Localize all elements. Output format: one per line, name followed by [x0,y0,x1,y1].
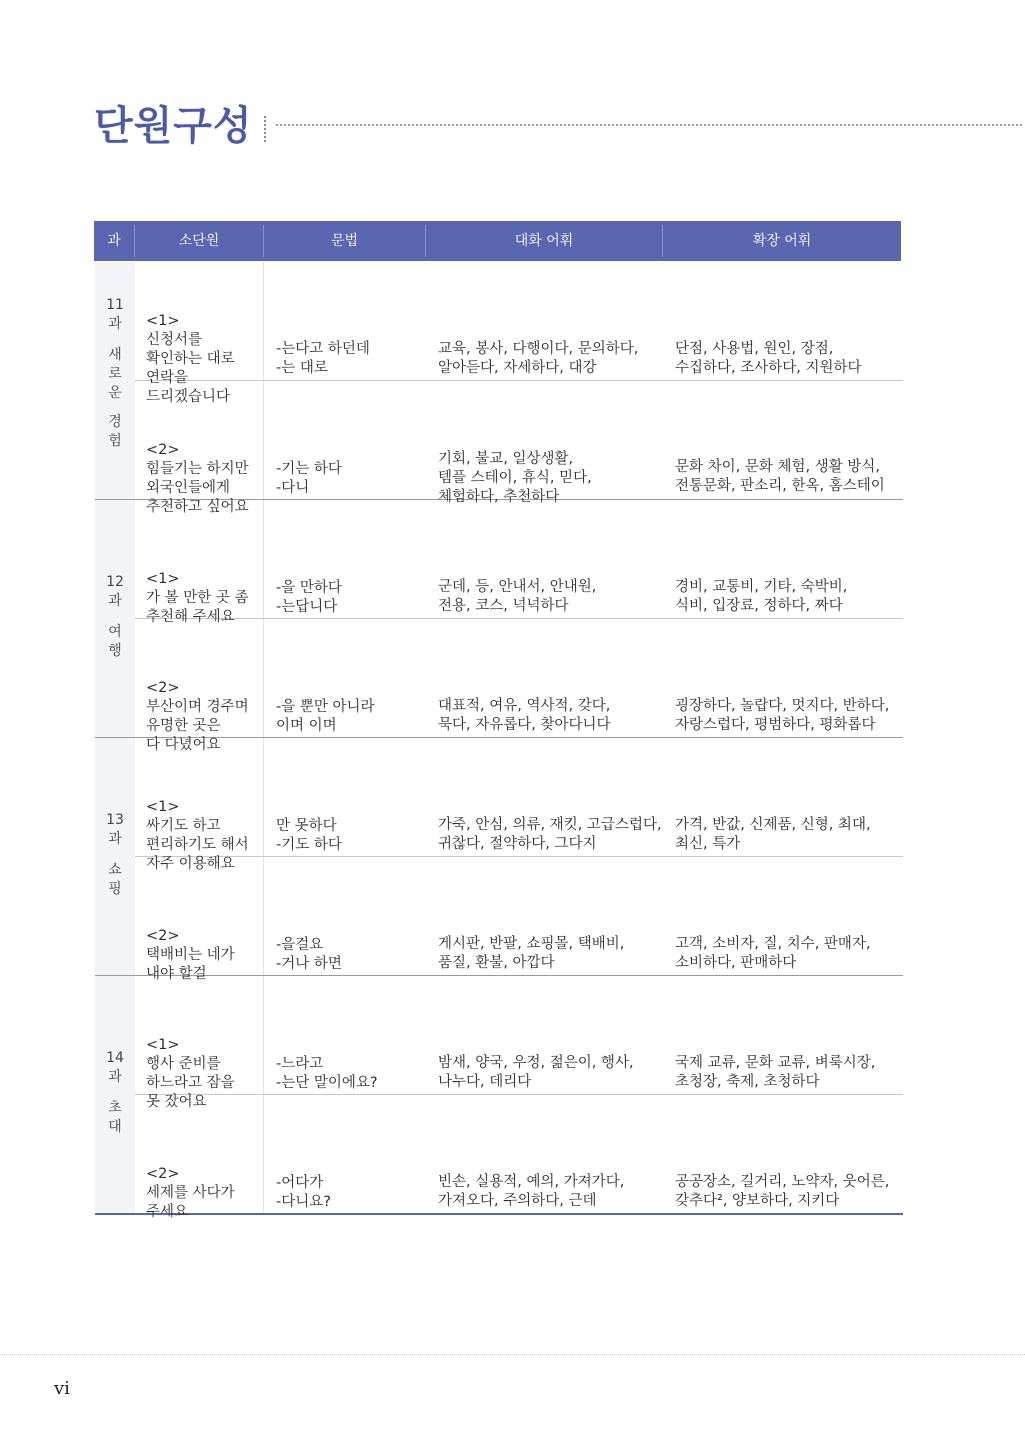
sub-unit-cell [146,641,249,774]
title-divider [264,116,272,142]
dialogue-vocab-cell [438,412,592,526]
extended-vocab-cell [675,540,847,635]
sub-unit-cell [146,760,249,893]
cell-line: -느라고 [276,1056,324,1072]
cell-line: -는다고 하던데 [276,341,370,357]
cell-line: -는단 말이에요? [276,1075,378,1091]
cell-line: 세제를 사다가 [146,1185,235,1201]
grammar-cell [276,302,370,397]
page-title: 단원구성 [94,103,253,149]
title-dotted-rule [276,124,1022,126]
cell-line: <1> [146,313,180,329]
grammar-cell [276,422,342,517]
dialogue-vocab-cell [438,659,611,754]
cell-line: 최신, 특가 [675,836,741,852]
lesson-label-13 [95,811,135,899]
cell-line: 하느라고 잠을 [146,1075,235,1091]
dialogue-vocab-cell [438,897,624,992]
grammar-cell [276,1136,331,1231]
cell-line: -을걸요 [276,937,324,953]
page-number: vi [54,1378,70,1399]
grammar-cell [276,779,342,874]
grammar-cell [276,898,342,993]
lesson-title-char: 쇼 [108,862,122,878]
column-divider [263,262,264,1214]
sub-unit-cell [146,998,235,1131]
cell-line: 템플 스테이, 휴식, 믿다, [438,470,592,486]
cell-line: <2> [146,928,180,944]
cell-line: <2> [146,680,180,696]
extended-vocab-cell [675,1135,889,1230]
cell-line: 편리하기도 해서 [146,837,249,853]
cell-line: 식비, 입장료, 정하다, 짜다 [675,598,843,614]
dialogue-vocab-cell [438,540,596,635]
cell-line: 나누다, 데리다 [438,1074,532,1090]
cell-line: 알아듣다, 자세하다, 대강 [438,360,597,376]
cell-line: 소비하다, 판매하다 [675,955,797,971]
lesson-number: 12 [106,574,124,590]
cell-line: -기도 하다 [276,837,342,853]
cell-line: 추천해 주세요 [146,609,235,625]
cell-line: 전용, 코스, 넉넉하다 [438,598,569,614]
cell-line: 경비, 교통비, 기타, 숙박비, [675,579,848,595]
header-grammar: 문법 [330,233,359,249]
extended-vocab-cell [675,1016,875,1111]
cell-line: 교육, 봉사, 다행이다, 문의하다, [438,341,639,357]
lesson-title-char: 초 [108,1100,122,1116]
cell-line: 가 볼 만한 곳 좀 [146,590,249,606]
sub-unit-cell [146,403,249,536]
cell-line: 주세요 [146,1204,189,1220]
cell-line: 수집하다, 조사하다, 지원하다 [675,360,862,376]
cell-line: 고객, 소비자, 질, 치수, 판매자, [675,936,871,952]
cell-line: 힘들기는 하지만 [146,461,249,477]
cell-line: -을 만하다 [276,580,342,596]
cell-line: 외국인들에게 [146,480,231,496]
header-divider [263,225,264,257]
cell-line: 품질, 환불, 아깝다 [438,955,555,971]
cell-line: 자주 이용해요 [146,856,235,872]
lesson-suffix: 과 [108,316,122,332]
dialogue-vocab-cell [438,1135,624,1230]
cell-line: 체험하다, 추천하다 [438,489,560,505]
lesson-suffix: 과 [108,1069,122,1085]
header-divider [662,225,663,257]
header-dialogue-vocab: 대화 어휘 [514,233,574,249]
cell-line: -기는 하다 [276,461,342,477]
cell-line: -어다가 [276,1175,324,1191]
cell-line: 못 잤어요 [146,1094,207,1110]
cell-line: -는답니다 [276,599,338,615]
cell-line: 대표적, 여유, 역사적, 갖다, [438,698,611,714]
cell-line: <2> [146,442,180,458]
cell-line: 가격, 반값, 신제품, 신형, 최대, [675,817,871,833]
lesson-number: 11 [106,297,124,313]
grammar-cell [276,541,342,636]
cell-line: 공공장소, 길거리, 노약자, 웃어른, [675,1174,890,1190]
lesson-number: 14 [106,1050,124,1066]
cell-line: <1> [146,571,180,587]
header-extended-vocab: 확장 어휘 [752,233,812,249]
lesson-suffix: 과 [108,831,122,847]
lesson-title-char: 로 [108,366,122,382]
cell-line: 싸기도 하고 [146,818,221,834]
lesson-title-char: 행 [108,643,122,659]
dialogue-vocab-cell [438,302,638,397]
lesson-title-char: 대 [108,1119,122,1135]
cell-line: 국제 교류, 문화 교류, 벼룩시장, [675,1055,876,1071]
cell-line: 만 못하다 [276,818,337,834]
extended-vocab-cell [675,778,871,873]
cell-line: 가죽, 안심, 의류, 재킷, 고급스럽다, [438,817,662,833]
cell-line: 문화 차이, 문화 체험, 생활 방식, [675,459,880,475]
cell-line: 연락을 [146,370,189,386]
cell-line: 갖추다², 양보하다, 지키다 [675,1193,840,1209]
cell-line: 굉장하다, 놀랍다, 멋지다, 반하다, [675,698,890,714]
cell-line: 추천하고 싶어요 [146,499,249,515]
sub-unit-cell [146,532,248,646]
cell-line: 다 다녔어요 [146,737,221,753]
header-divider [425,225,426,257]
extended-vocab-cell [675,420,885,515]
lesson-title-char: 경 [108,414,122,430]
cell-line: -는 대로 [276,360,328,376]
cell-line: 전통문화, 판소리, 한옥, 홈스테이 [675,478,885,494]
grammar-cell [276,1017,378,1112]
cell-line: 밤새, 양국, 우정, 젊은이, 행사, [438,1055,634,1071]
cell-line: -을 뿐만 아니라 [276,699,375,715]
cell-line: <2> [146,1166,180,1182]
extended-vocab-cell [675,659,889,754]
lesson-title-char: 험 [108,433,122,449]
lesson-title-char: 핑 [108,881,122,897]
cell-line: -거나 하면 [276,956,342,972]
cell-line: 묵다, 자유롭다, 찾아다니다 [438,717,611,733]
grammar-cell [276,660,375,755]
cell-line: 신청서를 [146,332,203,348]
header-lesson: 과 [107,233,121,249]
dialogue-vocab-cell [438,778,662,873]
cell-line: 확인하는 대로 [146,351,235,367]
lesson-title-char: 새 [108,347,122,363]
lesson-suffix: 과 [108,593,122,609]
cell-line: 유명한 곳은 [146,718,221,734]
cell-line: -다니 [276,480,310,496]
cell-line: 부산이며 경주며 [146,699,249,715]
header-divider [134,225,135,257]
sub-unit-cell [146,1127,235,1241]
footer-dotted-rule [0,1354,1025,1355]
lesson-title-char: 여 [108,624,122,640]
cell-line: 행사 준비를 [146,1056,221,1072]
cell-line: 이며 이며 [276,718,337,734]
cell-line: -다니요? [276,1194,331,1210]
lesson-label-14 [95,1049,135,1137]
cell-line: 귀찮다, 절약하다, 그다지 [438,836,597,852]
cell-line: 내야 할걸 [146,966,207,982]
extended-vocab-cell [675,897,871,992]
cell-line: 자랑스럽다, 평범하다, 평화롭다 [675,717,876,733]
dialogue-vocab-cell [438,1016,634,1111]
cell-line: 초청장, 축제, 초청하다 [675,1074,820,1090]
cell-line: 군데, 등, 안내서, 안내원, [438,579,597,595]
header-sub-unit: 소단원 [178,233,220,249]
extended-vocab-cell [675,302,862,397]
lesson-number: 13 [106,812,124,828]
cell-line: 빈손, 실용적, 예의, 가져가다, [438,1174,625,1190]
cell-line: <1> [146,799,180,815]
cell-line: 기회, 불교, 일상생활, [438,451,574,467]
cell-line: <1> [146,1037,180,1053]
cell-line: 택배비는 네가 [146,947,235,963]
cell-line: 단점, 사용법, 원인, 장점, [675,341,834,357]
cell-line: 가져오다, 주의하다, 근데 [438,1193,597,1209]
lesson-label-11 [95,296,135,451]
cell-line: 드리겠습니다 [146,389,231,405]
lesson-label-12 [95,573,135,661]
sub-unit-cell [146,889,235,1003]
lesson-title-char: 운 [108,385,122,401]
cell-line: 게시판, 반팔, 쇼핑몰, 택배비, [438,936,625,952]
